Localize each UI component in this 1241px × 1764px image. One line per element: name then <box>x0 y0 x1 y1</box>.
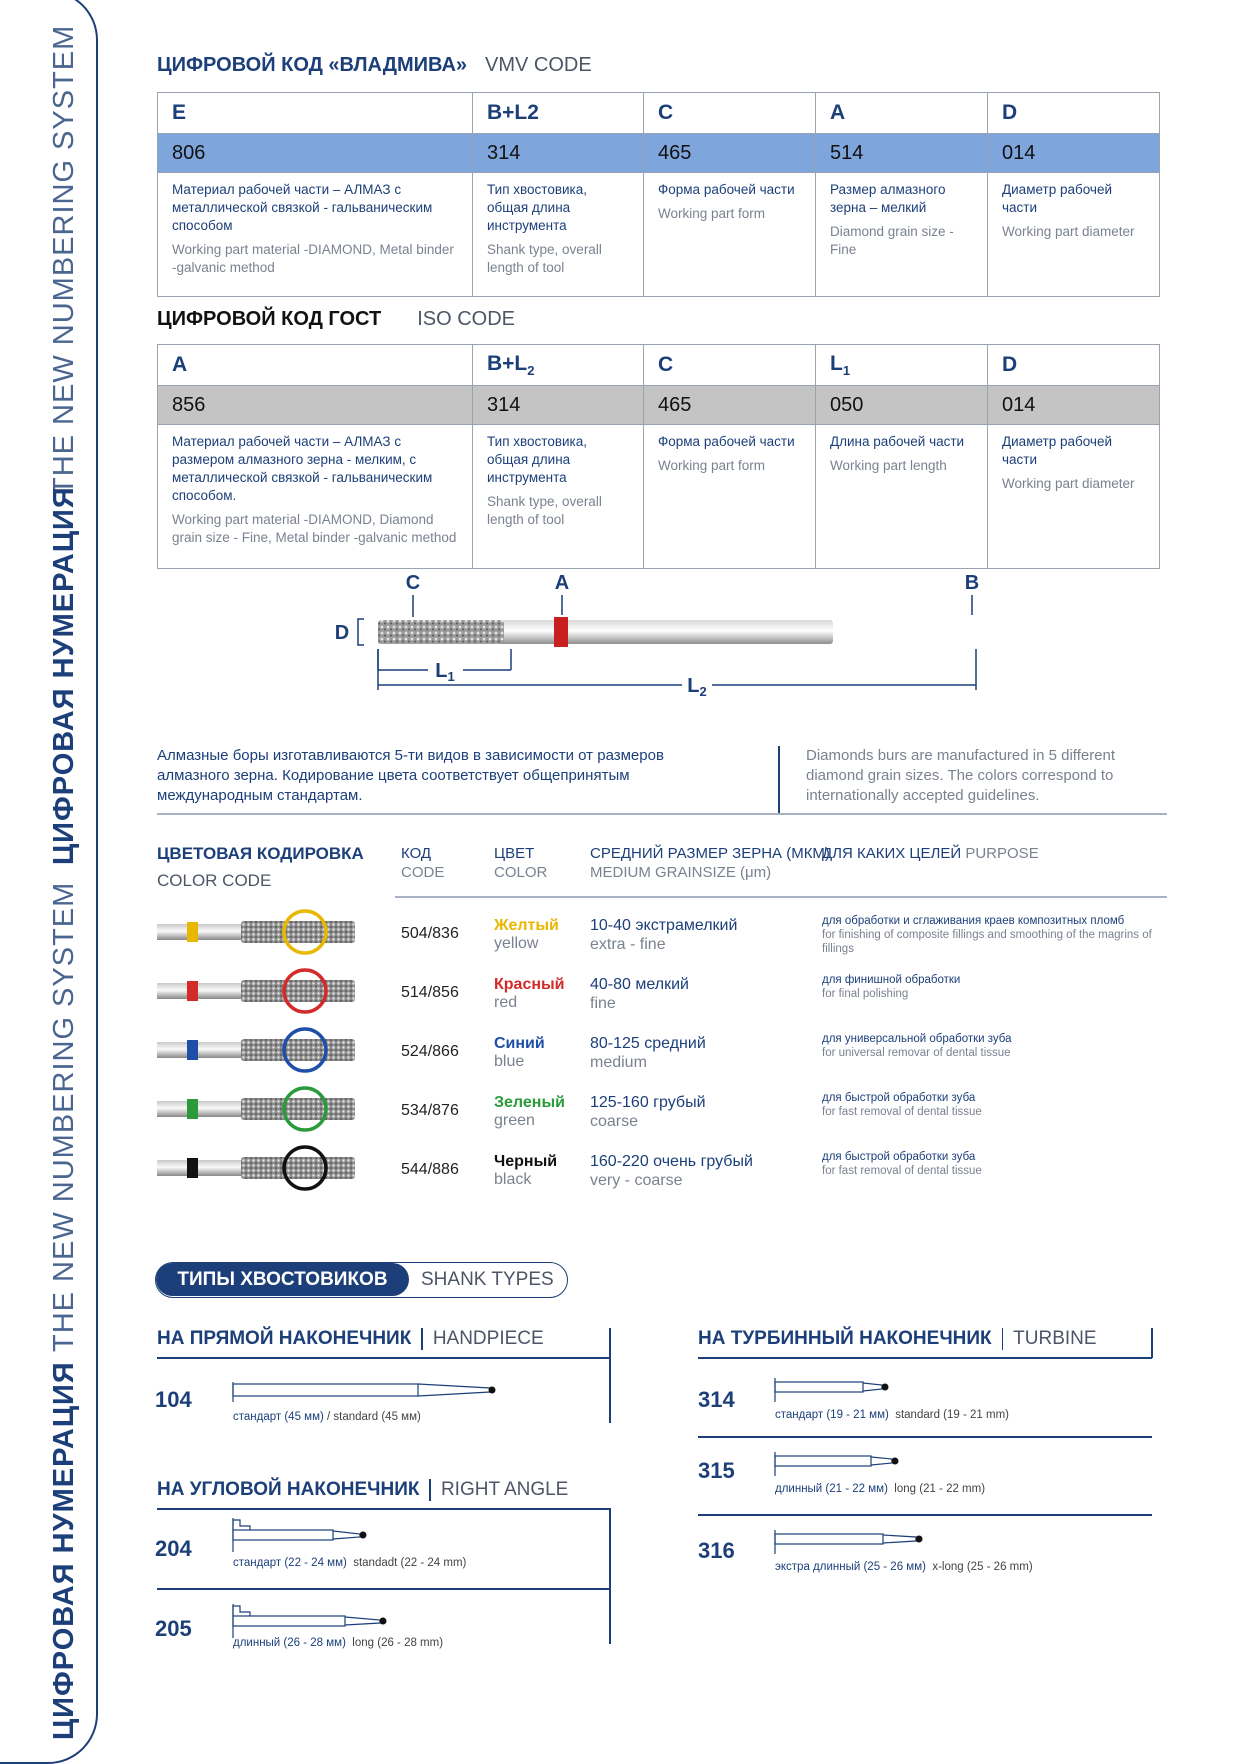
vmv-value: 514 <box>816 134 988 173</box>
label-a: A <box>554 572 570 594</box>
iso-desc <box>644 425 816 569</box>
row-purpose <box>822 1091 1167 1119</box>
bur-drawing <box>378 617 833 647</box>
right-angle-title-ru: НА УГЛОВОЙ НАКОНЕЧНИК <box>157 1479 420 1501</box>
bur-color-ring <box>554 617 568 647</box>
col-purpose-en: PURPOSE <box>965 845 1039 862</box>
grain-ru: 125-160 грубый <box>590 1094 706 1111</box>
label-l2 <box>687 675 706 699</box>
bur-icon-shank <box>157 1101 241 1117</box>
desc-ru: Длина рабочей части <box>830 434 965 449</box>
vmv-value: 806 <box>158 134 473 173</box>
row-grain <box>590 1093 706 1131</box>
bur-icon-ring <box>187 1158 198 1178</box>
label-l2-main: L <box>687 675 700 697</box>
col-color-header <box>494 844 547 882</box>
bur-icon-shank <box>157 924 241 940</box>
desc-ru: Форма рабочей части <box>658 434 795 449</box>
sidebar-text-bold: ЦИФРОВАЯ НУМЕРАЦИЯ <box>48 486 80 865</box>
vmv-title: ЦИФРОВОЙ КОД «ВЛАДМИВА» <box>157 54 468 76</box>
iso-letter <box>816 345 988 386</box>
shank-types-pill <box>155 1262 568 1298</box>
purpose-ru: для обработки и сглаживания краев композитных пломб <box>822 915 1125 927</box>
turbine-rule <box>698 1357 1152 1359</box>
caption-en: x-long (25 - 26 mm) <box>932 1561 1033 1573</box>
caption-ru: длинный (26 - 28 мм) <box>233 1637 346 1649</box>
bur-icon-diamond <box>241 980 355 1002</box>
bur-icon <box>157 1144 357 1194</box>
row-code: 534/876 <box>401 1102 459 1119</box>
desc-ru: Тип хвостовика, общая длина инструмента <box>487 182 587 233</box>
bur-icon <box>157 1085 357 1135</box>
shank-number: 204 <box>155 1536 192 1561</box>
handpiece-title-en: HANDPIECE <box>432 1328 544 1350</box>
col-purpose-ru: ДЛЯ КАКИХ ЦЕЛЕЙ <box>822 845 962 862</box>
turbine-heading <box>698 1328 1097 1350</box>
purpose-ru: для быстрой обработки зуба <box>822 1092 976 1104</box>
turbine-rule-3 <box>698 1514 1152 1516</box>
intro-en: Diamonds burs are manufactured in 5 different diamond grain sizes. The colors correspond to internationally accepted guidelines. <box>806 747 1116 804</box>
vmv-subtitle: VMV CODE <box>485 54 592 76</box>
grain-en: medium <box>590 1054 647 1071</box>
col-grain-header <box>590 844 830 882</box>
shank-caption <box>775 1409 1009 1421</box>
desc-en: Shank type, overall length of tool <box>487 242 602 275</box>
color-name-ru: Зеленый <box>494 1094 565 1111</box>
vmv-letter: C <box>644 93 816 134</box>
iso-letter <box>644 345 816 386</box>
row-code: 504/836 <box>401 925 459 942</box>
vmv-desc <box>816 173 988 297</box>
row-grain <box>590 975 689 1013</box>
bur-icon-shank <box>157 983 241 999</box>
caption-ru: экстра длинный (25 - 26 мм) <box>775 1561 926 1573</box>
shank-316-drawing <box>772 1526 932 1556</box>
turbine-rule-2 <box>698 1436 1152 1438</box>
vmv-value: 465 <box>644 134 816 173</box>
vmv-desc <box>644 173 816 297</box>
col-code-header <box>401 844 444 882</box>
shank-104-drawing <box>230 1380 500 1404</box>
purpose-ru: для финишной обработки <box>822 974 961 986</box>
sidebar-text-light: THE NEW NUMBERING SYSTEM <box>48 881 80 1352</box>
iso-letter-text: D <box>1002 353 1018 376</box>
purpose-en: for fast removal of dental tissue <box>822 1106 982 1118</box>
heading-separator <box>421 1328 423 1350</box>
col-color-en: COLOR <box>494 864 548 881</box>
bur-icon <box>157 967 357 1017</box>
desc-en: Working part form <box>658 206 766 221</box>
iso-subtitle: ISO CODE <box>417 308 516 330</box>
bur-icon-ring <box>187 981 198 1001</box>
desc-ru: Форма рабочей части <box>658 182 795 197</box>
desc-ru: Материал рабочей части – АЛМАЗ с металлической связкой - гальваническим способом <box>172 182 433 233</box>
bur-icon <box>157 1026 357 1076</box>
grain-en: fine <box>590 995 616 1012</box>
vmv-desc <box>473 173 644 297</box>
bur-icon-diamond <box>241 921 355 943</box>
shank-caption <box>775 1483 985 1495</box>
bur-icon-diamond <box>241 1039 355 1061</box>
iso-desc <box>473 425 644 569</box>
vmv-value: 014 <box>988 134 1160 173</box>
caption-en: standard (19 - 21 mm) <box>895 1409 1009 1421</box>
purpose-en: for universal removar of dental tissue <box>822 1047 1011 1059</box>
col-grain-ru: СРЕДНИЙ РАЗМЕР ЗЕРНА (МКМ) <box>590 845 830 862</box>
color-name-en: blue <box>494 1053 525 1070</box>
vmv-table <box>157 92 1160 297</box>
bur-dimension-diagram <box>320 565 1000 705</box>
iso-value: 465 <box>644 386 816 425</box>
grain-ru: 40-80 мелкий <box>590 976 689 993</box>
caption-ru: стандарт (19 - 21 мм) <box>775 1409 889 1421</box>
color-name-en: black <box>494 1171 532 1188</box>
desc-en: Working part material -DIAMOND, Diamond grain size - Fine, Metal binder -galvanic method <box>172 512 457 545</box>
caption-en: long (26 - 28 mm) <box>352 1637 444 1649</box>
row-color <box>494 1093 565 1130</box>
label-c: C <box>405 572 421 594</box>
desc-en: Working part form <box>658 458 766 473</box>
iso-title: ЦИФРОВОЙ КОД ГОСТ <box>157 308 382 330</box>
intro-divider <box>778 746 780 814</box>
iso-desc <box>816 425 988 569</box>
iso-letter <box>988 345 1160 386</box>
label-l1-sub: 1 <box>447 669 455 684</box>
row-grain <box>590 916 737 954</box>
sidebar-text-light: THE NEW NUMBERING SYSTEM <box>48 24 80 495</box>
color-code-title-en: COLOR CODE <box>157 871 272 890</box>
row-color <box>494 1034 545 1071</box>
color-code-rule <box>395 896 1167 898</box>
desc-ru: Размер алмазного зерна – мелкий <box>830 182 946 215</box>
caption-ru: длинный (21 - 22 мм) <box>775 1483 888 1495</box>
desc-ru: Диаметр рабочей части <box>1002 182 1113 215</box>
iso-letter <box>473 345 644 386</box>
desc-en: Working part length <box>830 458 947 473</box>
desc-ru: Материал рабочей части – АЛМАЗ с размером алмазного зерна - мелким, с металлической связкой - гальваническим способом. <box>172 434 433 503</box>
color-name-en: red <box>494 994 518 1011</box>
shank-number: 316 <box>698 1538 735 1563</box>
color-name-en: green <box>494 1112 535 1129</box>
purpose-en: for final polishing <box>822 988 909 1000</box>
heading-separator <box>429 1479 431 1501</box>
col-color-ru: ЦВЕТ <box>494 845 535 862</box>
row-color <box>494 975 565 1012</box>
iso-letter-text: A <box>172 353 188 376</box>
grain-en: extra - fine <box>590 936 666 953</box>
grain-ru: 160-220 очень грубый <box>590 1153 753 1170</box>
vmv-letter: E <box>158 93 473 134</box>
shank-types-ru: ТИПЫ ХВОСТОВИКОВ <box>156 1263 409 1296</box>
desc-en: Diamond grain size - Fine <box>830 224 954 257</box>
desc-ru: Диаметр рабочей части <box>1002 434 1113 467</box>
bur-icon-shank <box>157 1042 241 1058</box>
desc-ru: Тип хвостовика, общая длина инструмента <box>487 434 587 485</box>
iso-value: 314 <box>473 386 644 425</box>
iso-letter-text: L <box>830 351 843 375</box>
shank-types-en: SHANK TYPES <box>421 1269 554 1290</box>
label-b: B <box>964 572 980 594</box>
purpose-ru: для универсальной обработки зуба <box>822 1033 1012 1045</box>
right-angle-vrule <box>609 1508 611 1644</box>
handpiece-title-ru: НА ПРЯМОЙ НАКОНЕЧНИК <box>157 1328 412 1350</box>
iso-letter-text: C <box>658 353 674 376</box>
iso-heading <box>157 308 515 331</box>
grain-ru: 80-125 средний <box>590 1035 706 1052</box>
row-purpose <box>822 1032 1167 1060</box>
shank-caption <box>233 1411 421 1423</box>
shank-number: 104 <box>155 1387 192 1412</box>
purpose-en: for finishing of composite fillings and smoothing of the magrins of fillings <box>822 929 1152 955</box>
handpiece-rule <box>157 1357 610 1359</box>
intro-ru: Алмазные боры изготавливаются 5-ти видов в зависимости от размеров алмазного зерна. Кодирование цвета соответствует общепринятым международным стандартам. <box>157 747 664 804</box>
vmv-letter: B+L2 <box>473 93 644 134</box>
caption-ru: стандарт (45 мм) <box>233 1411 324 1423</box>
row-purpose <box>822 1150 1167 1178</box>
col-grain-en: MEDIUM GRAINSIZE (μm) <box>590 864 772 881</box>
iso-letter-sub: 2 <box>527 363 535 379</box>
caption-ru: стандарт (22 - 24 мм) <box>233 1557 347 1569</box>
caption-en: standard (45 мм) <box>333 1411 421 1423</box>
caption-separator: / <box>323 1411 334 1423</box>
iso-desc <box>158 425 473 569</box>
color-code-title-ru: ЦВЕТОВАЯ КОДИРОВКА <box>157 844 364 863</box>
vmv-desc <box>988 173 1160 297</box>
purpose-en: for fast removal of dental tissue <box>822 1165 982 1177</box>
row-grain <box>590 1034 706 1072</box>
iso-value: 014 <box>988 386 1160 425</box>
bur-working-part <box>378 620 504 644</box>
color-name-ru: Черный <box>494 1153 558 1170</box>
handpiece-vrule <box>609 1328 611 1423</box>
bur-icon-shank <box>157 1160 241 1176</box>
sidebar-title-top-bold <box>48 486 81 865</box>
bur-icon-diamond <box>241 1098 355 1120</box>
vmv-value: 314 <box>473 134 644 173</box>
vmv-heading <box>157 54 592 77</box>
shank-204-drawing <box>230 1484 380 1554</box>
iso-value: 050 <box>816 386 988 425</box>
sidebar-title-bottom-bold <box>48 1361 81 1740</box>
bur-icon-ring <box>187 1040 198 1060</box>
turbine-title-en: TURBINE <box>1013 1328 1097 1350</box>
row-color <box>494 916 559 953</box>
desc-en: Shank type, overall length of tool <box>487 494 602 527</box>
bur-icon-diamond <box>241 1157 355 1179</box>
purpose-ru: для быстрой обработки зуба <box>822 1151 976 1163</box>
grain-en: coarse <box>590 1113 639 1130</box>
shank-number: 205 <box>155 1616 192 1641</box>
label-d: D <box>334 622 350 644</box>
iso-value: 856 <box>158 386 473 425</box>
bur-icon-ring <box>187 922 198 942</box>
col-code-ru: КОД <box>401 845 432 862</box>
caption-en: long (21 - 22 mm) <box>894 1483 986 1495</box>
bur-icon <box>157 908 357 958</box>
sidebar-text-bold: ЦИФРОВАЯ НУМЕРАЦИЯ <box>48 1361 80 1740</box>
label-l1 <box>435 660 454 684</box>
shank-314-drawing <box>772 1374 902 1404</box>
shank-caption <box>233 1637 443 1649</box>
iso-letter <box>158 345 473 386</box>
color-name-ru: Красный <box>494 976 565 993</box>
right-angle-rule-2 <box>157 1588 610 1590</box>
sidebar-title-bottom <box>48 882 81 1352</box>
shank-number: 315 <box>698 1458 735 1483</box>
iso-desc <box>988 425 1160 569</box>
sidebar <box>0 0 98 1754</box>
color-name-ru: Синий <box>494 1035 545 1052</box>
intro-rule <box>157 813 1167 815</box>
row-purpose <box>822 914 1167 956</box>
sidebar-title-top <box>48 25 81 495</box>
label-l2-sub: 2 <box>699 684 707 699</box>
iso-letter-text: B+L <box>487 351 528 375</box>
vmv-letter: A <box>816 93 988 134</box>
heading-separator <box>1002 1328 1004 1350</box>
handpiece-heading <box>157 1328 544 1350</box>
vmv-desc <box>158 173 473 297</box>
shank-205-drawing <box>230 1602 390 1642</box>
bur-icon-ring <box>187 1099 198 1119</box>
row-purpose <box>822 973 1167 1001</box>
vmv-letter: D <box>988 93 1160 134</box>
color-name-ru: Желтый <box>494 917 559 934</box>
grain-en: very - coarse <box>590 1172 683 1189</box>
row-code: 544/886 <box>401 1161 459 1178</box>
desc-en: Working part diameter <box>1002 476 1135 491</box>
label-l1-main: L <box>435 660 448 682</box>
row-grain <box>590 1152 753 1190</box>
shank-315-drawing <box>772 1448 912 1478</box>
row-code: 524/866 <box>401 1043 459 1060</box>
right-angle-rule <box>157 1508 610 1510</box>
shank-number: 314 <box>698 1387 735 1412</box>
col-code-en: CODE <box>401 864 445 881</box>
right-angle-title-en: RIGHT ANGLE <box>440 1479 569 1501</box>
iso-letter-sub: 1 <box>842 363 851 379</box>
row-color <box>494 1152 557 1189</box>
color-code-heading <box>157 844 364 891</box>
col-purpose-header <box>822 844 1039 863</box>
desc-en: Working part material -DIAMOND, Metal binder -galvanic method <box>172 242 454 275</box>
turbine-vrule <box>1151 1328 1153 1358</box>
shank-caption <box>775 1561 1033 1573</box>
iso-table <box>157 344 1160 569</box>
color-name-en: yellow <box>494 935 539 952</box>
caption-en: standadt (22 - 24 mm) <box>353 1557 467 1569</box>
grain-ru: 10-40 экстрамелкий <box>590 917 738 934</box>
turbine-title-ru: НА ТУРБИННЫЙ НАКОНЕЧНИК <box>698 1328 992 1350</box>
desc-en: Working part diameter <box>1002 224 1135 239</box>
row-code: 514/856 <box>401 984 459 1001</box>
shank-caption <box>233 1557 466 1569</box>
